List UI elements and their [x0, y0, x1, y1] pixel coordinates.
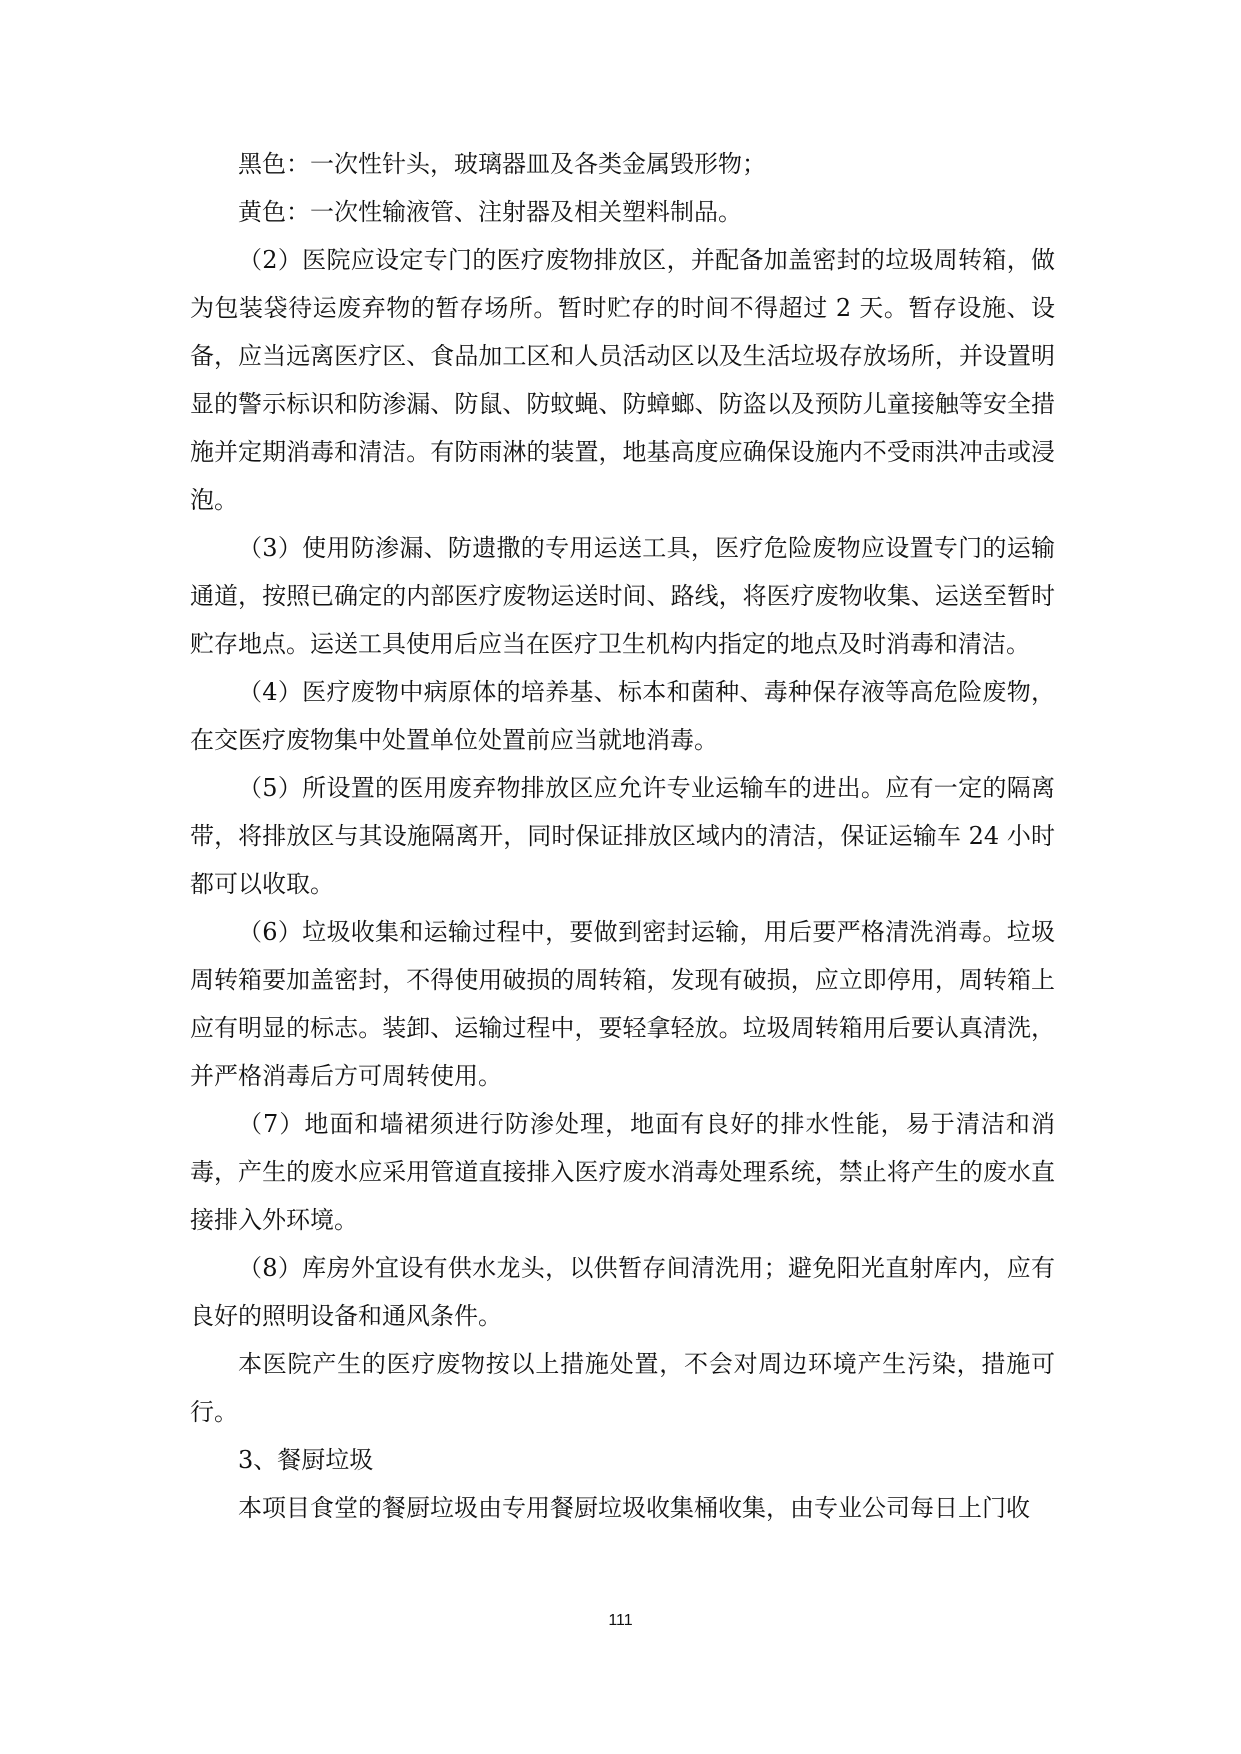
paragraph-black-category: 黑色：一次性针头，玻璃器皿及各类金属毁形物； [238, 150, 766, 178]
paragraph-item-3: （3）使用防渗漏、防遗撒的专用运送工具，医疗危险废物应设置专门的运输通道，按照已确定的内部医疗废物运送时间、路线，将医疗废物收集、运送至暂时贮存地点。运送工具使用后应当在医疗卫生机构内指定的地点及时消毒和清洁。 [190, 534, 1055, 658]
section-heading-kitchen-waste: 3、餐厨垃圾 [238, 1446, 374, 1474]
paragraph-item-8: （8）库房外宜设有供水龙头，以供暂存间清洗用；避免阳光直射库内，应有良好的照明设备和通风条件。 [190, 1254, 1055, 1330]
paragraph-item-5: （5）所设置的医用废弃物排放区应允许专业运输车的进出。应有一定的隔离带，将排放区与其设施隔离开，同时保证排放区域内的清洁，保证运输车 24 小时都可以收取。 [190, 774, 1055, 898]
paragraph-item-7: （7）地面和墙裙须进行防渗处理，地面有良好的排水性能，易于清洁和消毒，产生的废水应采用管道直接排入医疗废水消毒处理系统，禁止将产生的废水直接排入外环境。 [190, 1110, 1055, 1234]
paragraph-conclusion: 本医院产生的医疗废物按以上措施处置，不会对周边环境产生污染，措施可行。 [190, 1350, 1055, 1426]
page-number: 111 [608, 1612, 633, 1629]
paragraph-yellow-category: 黄色：一次性输液管、注射器及相关塑料制品。 [238, 198, 742, 226]
paragraph-item-4: （4）医疗废物中病原体的培养基、标本和菌种、毒种保存液等高危险废物，在交医疗废物集中处置单位处置前应当就地消毒。 [190, 678, 1055, 754]
document-body [190, 140, 1055, 1532]
paragraph-item-2: （2）医院应设定专门的医疗废物排放区，并配备加盖密封的垃圾周转箱，做为包装袋待运废弃物的暂存场所。暂时贮存的时间不得超过 2 天。暂存设施、设备，应当远离医疗区、食品加工区和人员活动区以及生活垃圾存放场所，并设置明显的警示标识和防渗漏、防鼠、防蚊蝇、防蟑螂、防盗以及预防儿童接触等安全措施并定期消毒和清洁。有防雨淋的装置，地基高度应确保设施内不受雨洪冲击或浸泡。 [190, 246, 1055, 514]
paragraph-item-6: （6）垃圾收集和运输过程中，要做到密封运输，用后要严格清洗消毒。垃圾周转箱要加盖密封，不得使用破损的周转箱，发现有破损，应立即停用，周转箱上应有明显的标志。装卸、运输过程中，要轻拿轻放。垃圾周转箱用后要认真清洗，并严格消毒后方可周转使用。 [190, 918, 1055, 1090]
paragraph-kitchen-waste: 本项目食堂的餐厨垃圾由专用餐厨垃圾收集桶收集，由专业公司每日上门收 [238, 1494, 1030, 1522]
